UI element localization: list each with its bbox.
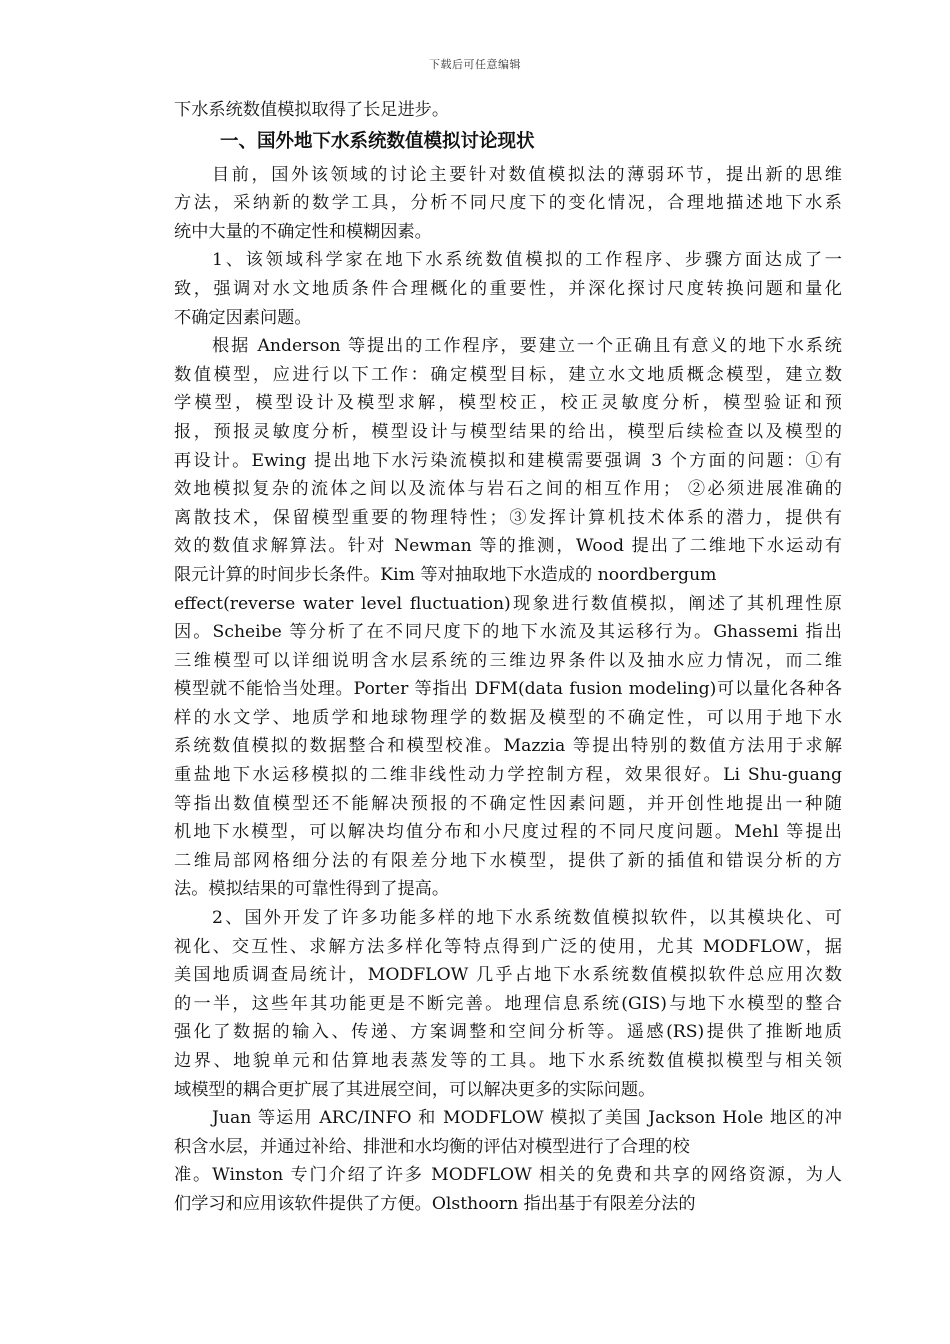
text-line: 因。Scheibe 等分析了在不同尺度下的地下水流及其运移行为。Ghassemi 指出: [174, 622, 842, 643]
text-line: 模型就不能恰当处理。Porter 等指出 DFM(data fusion modeling)可以量化各种各: [174, 679, 842, 700]
text-line: 学模型，模型设计及模型求解，模型校正，校正灵敏度分析，模型验证和预: [174, 393, 842, 414]
text-line: 法。模拟结果的可靠性得到了提高。: [174, 879, 450, 900]
text-line: 三维模型可以详细说明含水层系统的三维边界条件以及抽水应力情况，而二维: [174, 650, 842, 671]
text-line: 系统数值模拟的数据整合和模型校准。Mazzia 等提出特别的数值方法用于求解: [174, 736, 842, 757]
text-line: 效地模拟复杂的流体之间以及流体与岩石之间的相互作用； ②必须进展准确的: [174, 479, 842, 500]
text-line: 二维局部网格细分法的有限差分地下水模型，提供了新的插值和错误分析的方: [174, 850, 842, 871]
text-line: 根据 Anderson 等提出的工作程序，要建立一个正确且有意义的地下水系统: [212, 336, 842, 357]
text-line: 数值模型，应进行以下工作：确定模型目标，建立水文地质概念模型，建立数: [174, 364, 842, 385]
text-line: 重盐地下水运移模拟的二维非线性动力学控制方程，效果很好。Li Shu-guang: [174, 765, 842, 786]
intro-line: 下水系统数值模拟取得了长足进步。: [174, 100, 450, 120]
text-line: 离散技术，保留模型重要的物理特性；③发挥计算机技术体系的潜力，提供有: [174, 507, 842, 528]
paragraph-point-1: [174, 246, 842, 332]
text-line: 积含水层，并通过补给、排泄和水均衡的评估对模型进行了合理的校: [174, 1136, 690, 1157]
text-line: effect(reverse water level fluctuation)现象进行数值模拟，阐述了其机理性原: [174, 593, 842, 614]
text-line: 效的数值求解算法。针对 Newman 等的推测，Wood 提出了二维地下水运动有: [174, 536, 842, 557]
text-line: 1、该领域科学家在地下水系统数值模拟的工作程序、步骤方面达成了一: [212, 250, 842, 271]
document-body: [174, 96, 842, 1219]
text-line: 报，预报灵敏度分析，模型设计与模型结果的给出，模型后续检查以及模型的: [174, 421, 842, 442]
text-line: 视化、交互性、求解方法多样化等特点得到广泛的使用，尤其 MODFLOW，据: [174, 936, 842, 957]
text-line: 不确定因素问题。: [174, 307, 312, 328]
paragraph-point-2: [174, 904, 842, 1104]
text-line: 样的水文学、地质学和地球物理学的数据及模型的不确定性，可以用于地下水: [174, 707, 842, 728]
text-line: 等指出数值模型还不能解决预报的不确定性因素问题，并开创性地提出一种随: [174, 793, 842, 814]
text-line: 致，强调对水文地质条件合理概化的重要性，并深化探讨尺度转换问题和量化: [174, 278, 842, 299]
paragraph-juan: [174, 1104, 842, 1218]
paragraph-overview: [174, 161, 842, 247]
text-line: 域模型的耦合更扩展了其进展空间，可以解决更多的实际问题。: [174, 1079, 656, 1100]
text-line: 美国地质调查局统计，MODFLOW 几乎占地下水系统数值模拟软件总应用次数: [174, 965, 842, 986]
page-header-note: 下载后可任意编辑: [429, 58, 521, 71]
text-line: 方法，采纳新的数学工具，分析不同尺度下的变化情况，合理地描述地下水系: [174, 193, 842, 214]
text-line: 的一半，这些年其功能更是不断完善。地理信息系统(GIS)与地下水模型的整合: [174, 993, 842, 1014]
text-line: 再设计。Ewing 提出地下水污染流模拟和建模需要强调 3 个方面的问题：①有: [174, 450, 842, 471]
text-line: 2、国外开发了许多功能多样的地下水系统数值模拟软件，以其模块化、可: [212, 908, 842, 929]
paragraph-anderson: [174, 332, 842, 904]
text-line: 目前，国外该领域的讨论主要针对数值模拟法的薄弱环节，提出新的思维: [212, 164, 842, 185]
text-line: 机地下水模型，可以解决均值分布和小尺度过程的不同尺度问题。Mehl 等提出: [174, 822, 842, 843]
text-line: 限元计算的时间步长条件。Kim 等对抽取地下水造成的 noordbergum: [174, 564, 717, 585]
text-line: 统中大量的不确定性和模糊因素。: [174, 221, 432, 242]
section-heading: 一、国外地下水系统数值模拟讨论现状: [220, 130, 535, 152]
text-line: 边界、地貌单元和估算地表蒸发等的工具。地下水系统数值模拟模型与相关领: [174, 1051, 842, 1071]
text-line: 准。Winston 专门介绍了许多 MODFLOW 相关的免费和共享的网络资源，为人: [174, 1165, 842, 1186]
text-line: 强化了数据的输入、传递、方案调整和空间分析等。遥感(RS)提供了推断地质: [174, 1022, 842, 1043]
text-line: Juan 等运用 ARC/INFO 和 MODFLOW 模拟了美国 Jackson Hole 地区的冲: [212, 1108, 842, 1129]
text-line: 们学习和应用该软件提供了方便。Olsthoorn 指出基于有限差分法的: [174, 1193, 696, 1214]
